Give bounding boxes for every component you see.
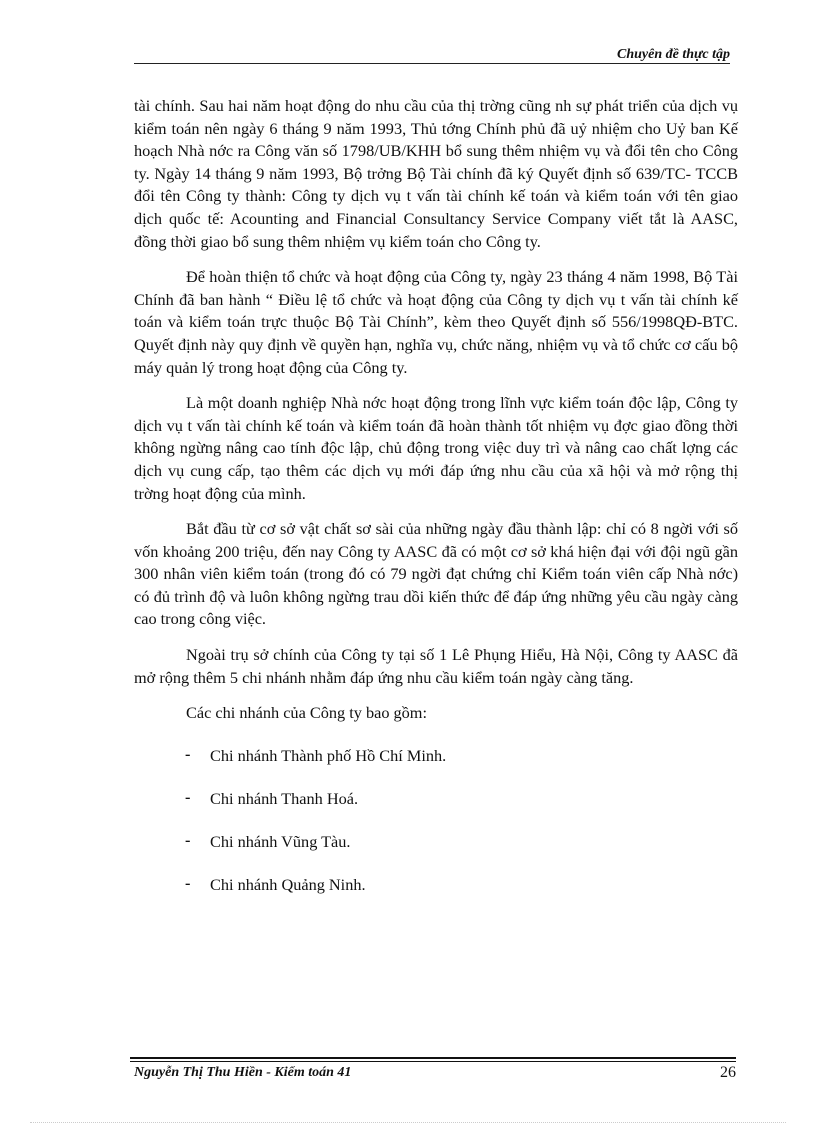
- document-body: [134, 95, 738, 917]
- list-item: [134, 874, 738, 897]
- page-number: 26: [720, 1064, 736, 1081]
- bullet-dash: -: [185, 873, 191, 893]
- bullet-dash: -: [185, 830, 191, 850]
- list-item: [134, 788, 738, 811]
- list-item: [134, 745, 738, 768]
- branch-list-intro: Các chi nhánh của Công ty bao gồm:: [186, 703, 427, 723]
- paragraph-2: Để hoàn thiện tổ chức và hoạt động của Công ty, ngày 23 tháng 4 năm 1998, Bộ Tài Chính đã ban hành “ Điều lệ tổ chức và hoạt động của Công ty dịch vụ t vấn tài chính kế toán và kiểm toán trực thuộc Bộ Tài Chính”, kèm theo Quyết định số 556/1998QĐ-BTC. Quyết định này quy định về quyền hạn, nghĩa vụ, chức năng, nhiệm vụ và tổ chức cơ cấu bộ máy quản lý trong hoạt động của Công ty.: [134, 267, 738, 377]
- header-title: Chuyên đề thực tập: [613, 47, 730, 63]
- paragraph-5: Ngoài trụ sở chính của Công ty tại số 1 Lê Phụng Hiểu, Hà Nội, Công ty AASC đã mở rộng thêm 5 chi nhánh nhằm đáp ứng nhu cầu kiểm toán ngày càng tăng.: [134, 645, 738, 687]
- bullet-dash: -: [185, 786, 191, 806]
- branch-list: [134, 745, 738, 897]
- branch-name: Chi nhánh Quảng Ninh.: [210, 875, 366, 895]
- page-footer: [130, 1057, 736, 1085]
- page-header: [134, 44, 730, 66]
- header-rule: [134, 63, 730, 64]
- footer-author: Nguyễn Thị Thu Hiền - Kiểm toán 41: [134, 1065, 352, 1080]
- paragraph-3: Là một doanh nghiệp Nhà nớc hoạt động trong lĩnh vực kiểm toán độc lập, Công ty dịch vụ t vấn tài chính kế toán và kiểm toán đã hoàn thành tốt nhiệm vụ đợc giao đồng thời không ngừng nâng cao tính độc lập, chủ động trong việc duy trì và nâng cao chất lợng các dịch vụ cung cấp, tạo thêm các dịch vụ mới đáp ứng nhu cầu của xã hội và mở rộng thị trờng hoạt động của mình.: [134, 393, 738, 503]
- bullet-dash: -: [185, 743, 191, 763]
- paragraph-4: Bắt đầu từ cơ sở vật chất sơ sài của những ngày đầu thành lập: chỉ có 8 ngời với số vốn khoảng 200 triệu, đến nay Công ty AASC đã có một cơ sở khá hiện đại với đội ngũ gần 300 nhân viên kiểm toán (trong đó có 79 ngời đạt chứng chỉ Kiểm toán viên cấp Nhà nớc) có đủ trình độ và luôn không ngừng trau dồi kiến thức để đáp ứng những yêu cầu ngày càng cao trong công việc.: [134, 519, 738, 629]
- branch-name: Chi nhánh Thành phố Hồ Chí Minh.: [210, 745, 447, 765]
- footer-rule-thick: [130, 1057, 736, 1059]
- branch-name: Chi nhánh Thanh Hoá.: [210, 788, 359, 808]
- paragraph-1: tài chính. Sau hai năm hoạt động do nhu cầu của thị trờng cũng nh sự phát triển của dịch vụ kiểm toán nên ngày 6 tháng 9 năm 1993, Thủ tớng Chính phủ đã uỷ nhiệm cho Uỷ ban Kế hoạch Nhà nớc ra Công văn số 1798/UB/KHH bổ sung thêm nhiệm vụ và đổi tên cho Công ty. Ngày 14 tháng 9 năm 1993, Bộ trởng Bộ Tài chính đã ký Quyết định số 639/TC- TCCB đổi tên Công ty thành: Công ty dịch vụ t vấn tài chính kế toán và kiểm toán với tên giao dịch quốc tế: Acounting and Financial Consultancy Service Company viết tắt là AASC, đồng thời giao bổ sung thêm nhiệm vụ kiểm toán cho Công ty.: [134, 96, 738, 251]
- footer-rule-thin: [130, 1061, 736, 1062]
- list-item: [134, 831, 738, 854]
- branch-name: Chi nhánh Vũng Tàu.: [210, 832, 351, 852]
